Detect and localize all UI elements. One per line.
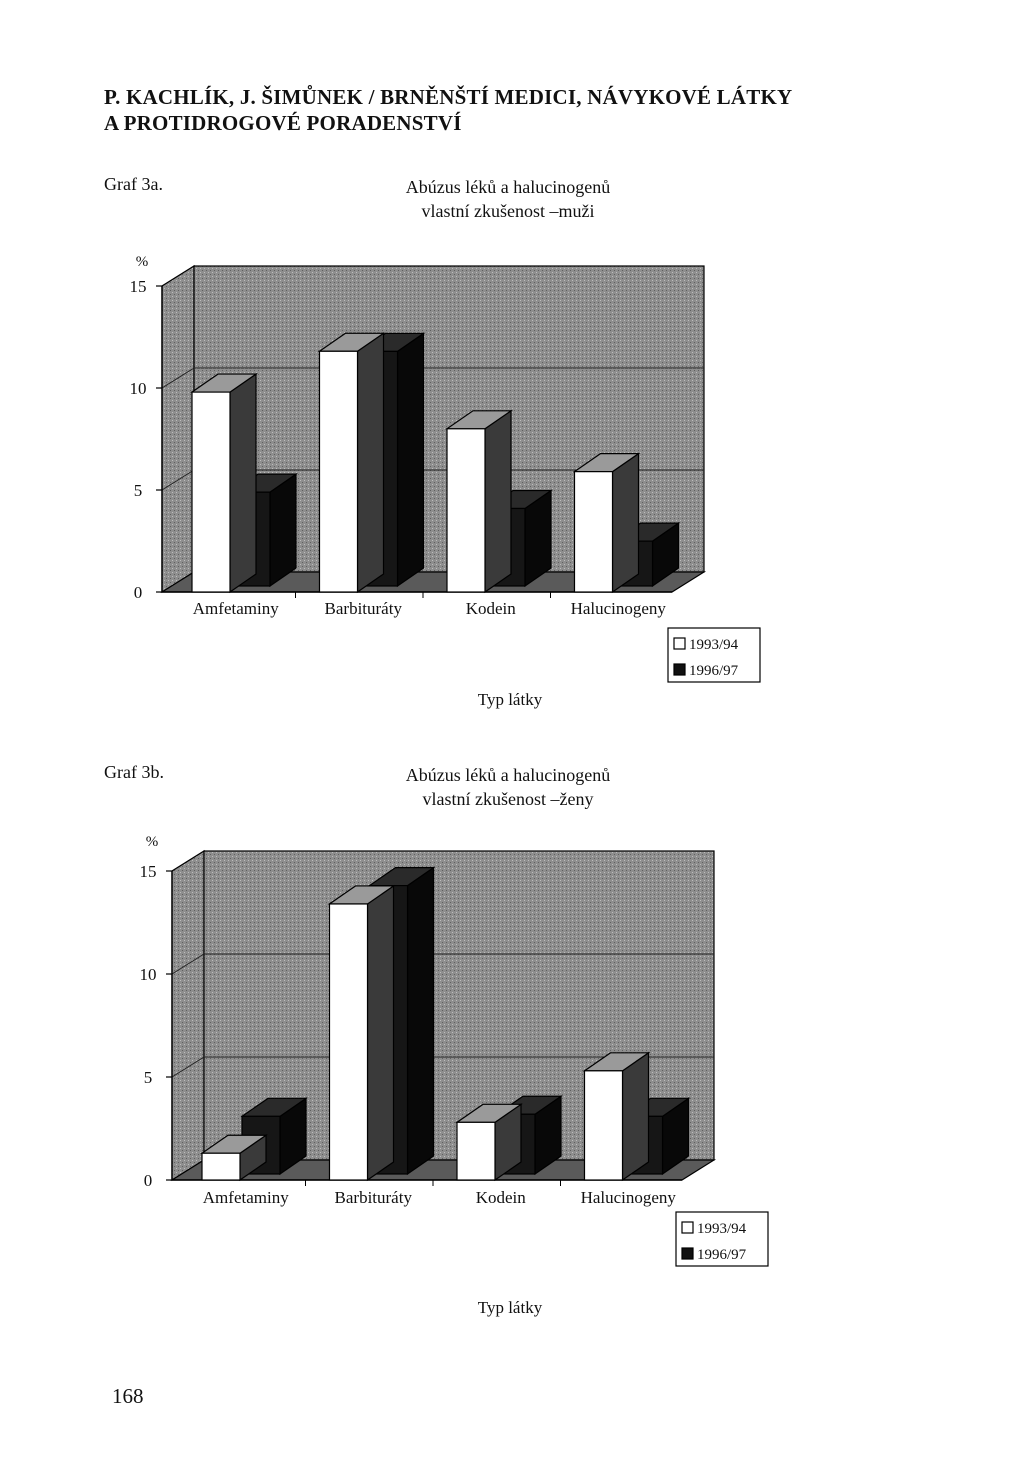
header-line-1: P. KACHLÍK, J. ŠIMŮNEK / BRNĚNŠTÍ MEDICI, NÁVYKOVÉ LÁTKY xyxy=(104,85,793,109)
y-tick-label: 0 xyxy=(143,1171,153,1190)
x-tick-label: Amfetaminy xyxy=(202,1188,289,1207)
y-tick-label: 5 xyxy=(143,1068,153,1087)
bar-side xyxy=(368,886,394,1180)
x-tick-label: Halucinogeny xyxy=(570,599,666,618)
legend xyxy=(676,1212,768,1266)
y-tick-label: 0 xyxy=(133,583,143,602)
x-axis-label: Typ látky xyxy=(477,1298,543,1317)
legend-label: 1993/94 xyxy=(697,1221,747,1237)
bar xyxy=(457,1122,495,1180)
y-tick-label: 10 xyxy=(129,379,147,398)
bar-side xyxy=(623,1053,649,1180)
x-tick-label: Amfetaminy xyxy=(192,599,279,618)
bar xyxy=(585,1071,623,1180)
chart-subtitle-3a: vlastní zkušenost –muži xyxy=(421,201,595,221)
chart-subtitle-3b: vlastní zkušenost –ženy xyxy=(422,789,594,809)
y-axis-label: % xyxy=(145,834,159,850)
x-tick-label: Barbituráty xyxy=(334,1188,412,1207)
header-line-2: A PROTIDROGOVÉ PORADENSTVÍ xyxy=(104,111,462,135)
y-tick-label: 15 xyxy=(129,277,147,296)
legend-swatch xyxy=(682,1248,693,1259)
x-tick-label: Kodein xyxy=(465,599,516,618)
y-tick-label: 5 xyxy=(133,481,143,500)
x-tick-label: Halucinogeny xyxy=(580,1188,676,1207)
x-axis-label: Typ látky xyxy=(477,690,543,709)
chart-title-3b-line1: Abúzus léků a halucinogenů xyxy=(405,765,611,785)
side-wall xyxy=(172,851,204,1180)
y-tick-label: 10 xyxy=(139,965,157,984)
legend-label: 1993/94 xyxy=(689,637,739,653)
x-tick-label: Barbituráty xyxy=(324,599,402,618)
y-tick-label: 15 xyxy=(139,862,157,881)
figure-label-3a: Graf 3a. xyxy=(104,174,163,194)
legend-swatch xyxy=(682,1222,693,1233)
bar xyxy=(330,904,368,1180)
figure-label-3b: Graf 3b. xyxy=(104,762,164,782)
x-tick-label: Kodein xyxy=(475,1188,526,1207)
legend-label: 1996/97 xyxy=(689,663,739,679)
bar xyxy=(202,1153,240,1180)
bar-side xyxy=(408,868,434,1174)
y-axis-label: % xyxy=(135,254,149,270)
legend-label: 1996/97 xyxy=(697,1247,747,1263)
page-number: 168 xyxy=(112,1384,144,1408)
chart-title-3a-line1: Abúzus léků a halucinogenů xyxy=(405,177,611,197)
